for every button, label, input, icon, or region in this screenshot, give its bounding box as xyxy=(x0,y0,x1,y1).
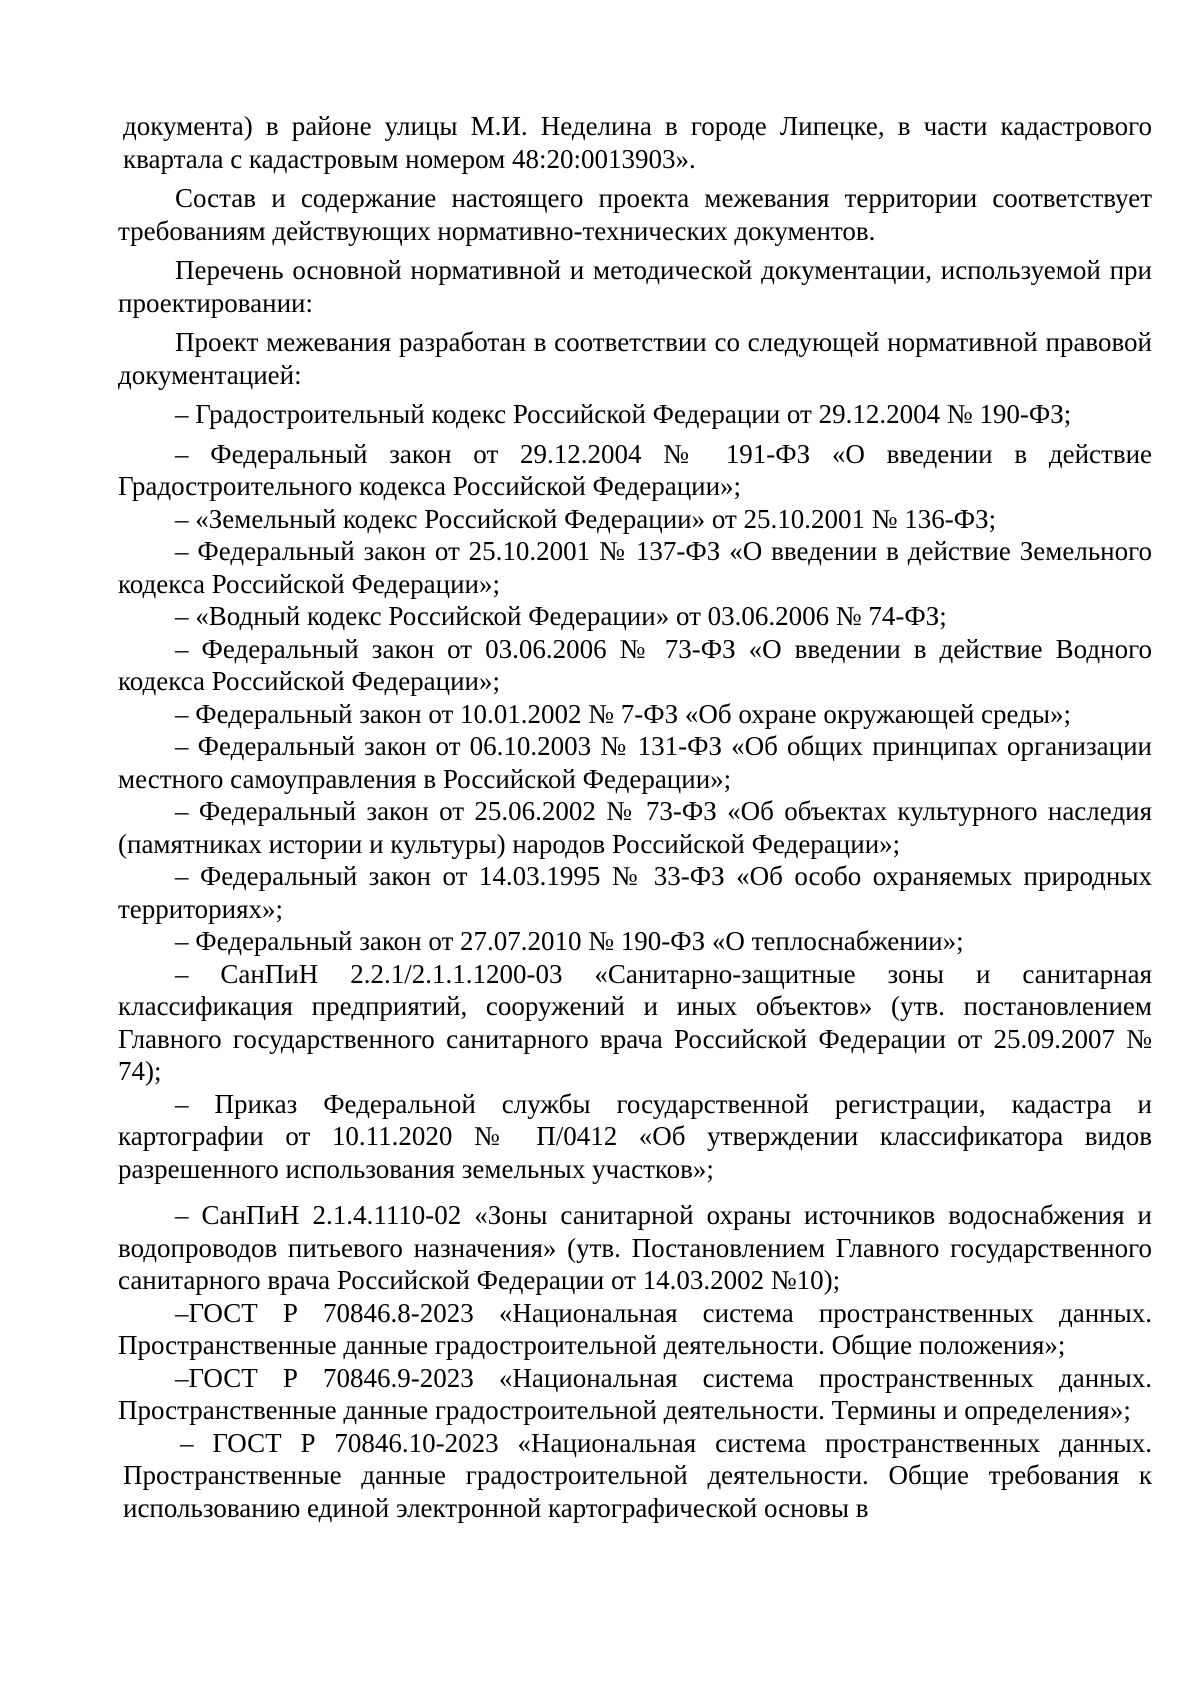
list-item: – Приказ Федеральной службы государственной регистрации, кадастра и картографии от 10.11.2020 № П/0412 «Об утверждении классификатора видов разрешенного использования земельных участков»; xyxy=(118,1088,1152,1184)
paragraph: документа) в районе улицы М.И. Неделина в городе Липецке, в части кадастрового квартала с кадастровым номером 48:20:0013903». xyxy=(123,111,1152,174)
list-item: – Федеральный закон от 10.01.2002 № 7-ФЗ «Об охране окружающей среды»; xyxy=(175,698,1072,729)
list-item: – Федеральный закон от 03.06.2006 № 73-ФЗ «О введении в действие Водного кодекса Российской Федерации»; xyxy=(118,633,1152,696)
list-item: – «Земельный кодекс Российской Федерации» от 25.10.2001 № 136-ФЗ; xyxy=(175,503,997,534)
list-item: – СанПиН 2.1.4.1110-02 «Зоны санитарной охраны источников водоснабжения и водопроводов питьевого назначения» (утв. Постановлением Главного государственного санитарного врача Российской Федерации от 14.03.2002 №10); xyxy=(118,1200,1152,1295)
list-item: – Градостроительный кодекс Российской Федерации от 29.12.2004 № 190-ФЗ; xyxy=(175,399,1072,429)
list-item: – Федеральный закон от 25.10.2001 № 137-ФЗ «О введении в действие Земельного кодекса Российской Федерации»; xyxy=(118,536,1152,599)
list-item: –ГОСТ Р 70846.8-2023 «Национальная система пространственных данных. Пространственные данные градостроительной деятельности. Общие положения»; xyxy=(118,1297,1152,1360)
paragraph: Состав и содержание настоящего проекта межевания территории соответствует требованиям действующих нормативно-технических документов. xyxy=(118,183,1152,246)
list-item: – Федеральный закон от 14.03.1995 № 33-ФЗ «Об особо охраняемых природных территориях»; xyxy=(118,861,1152,924)
list-item: – Федеральный закон от 27.07.2010 № 190-ФЗ «О теплоснабжении»; xyxy=(175,926,964,956)
list-item: – Федеральный закон от 29.12.2004 № 191-ФЗ «О введении в действие Градостроительного кодекса Российской Федерации»; xyxy=(118,438,1152,501)
list-item: – «Водный кодекс Российской Федерации» от 03.06.2006 № 74-ФЗ; xyxy=(175,601,947,631)
list-item: –ГОСТ Р 70846.9-2023 «Национальная система пространственных данных. Пространственные данные градостроительной деятельности. Термины и определения»; xyxy=(118,1362,1152,1425)
list-item: – Федеральный закон от 06.10.2003 № 131-ФЗ «Об общих принципах организации местного самоуправления в Российской Федерации»; xyxy=(118,731,1152,794)
document-page xyxy=(118,110,1152,1524)
list-item: – СанПиН 2.2.1/2.1.1.1200-03 «Санитарно-защитные зоны и санитарная классификация предприятий, сооружений и иных объектов» (утв. постановлением Главного государственного санитарного врача Российской Федерации от 25.09.2007 № 74); xyxy=(118,958,1152,1086)
list-item: – ГОСТ Р 70846.10-2023 «Национальная система пространственных данных. Пространственные данные градостроительной деятельности. Общие требования к использованию единой электронной картографической основы в xyxy=(123,1427,1152,1523)
paragraph: Перечень основной нормативной и методической документации, используемой при проектировании: xyxy=(118,255,1152,318)
paragraph: Проект межевания разработан в соответствии со следующей нормативной правовой документацией: xyxy=(118,327,1152,390)
list-item: – Федеральный закон от 25.06.2002 № 73-ФЗ «Об объектах культурного наследия (памятниках истории и культуры) народов Российской Федерации»; xyxy=(118,796,1152,859)
